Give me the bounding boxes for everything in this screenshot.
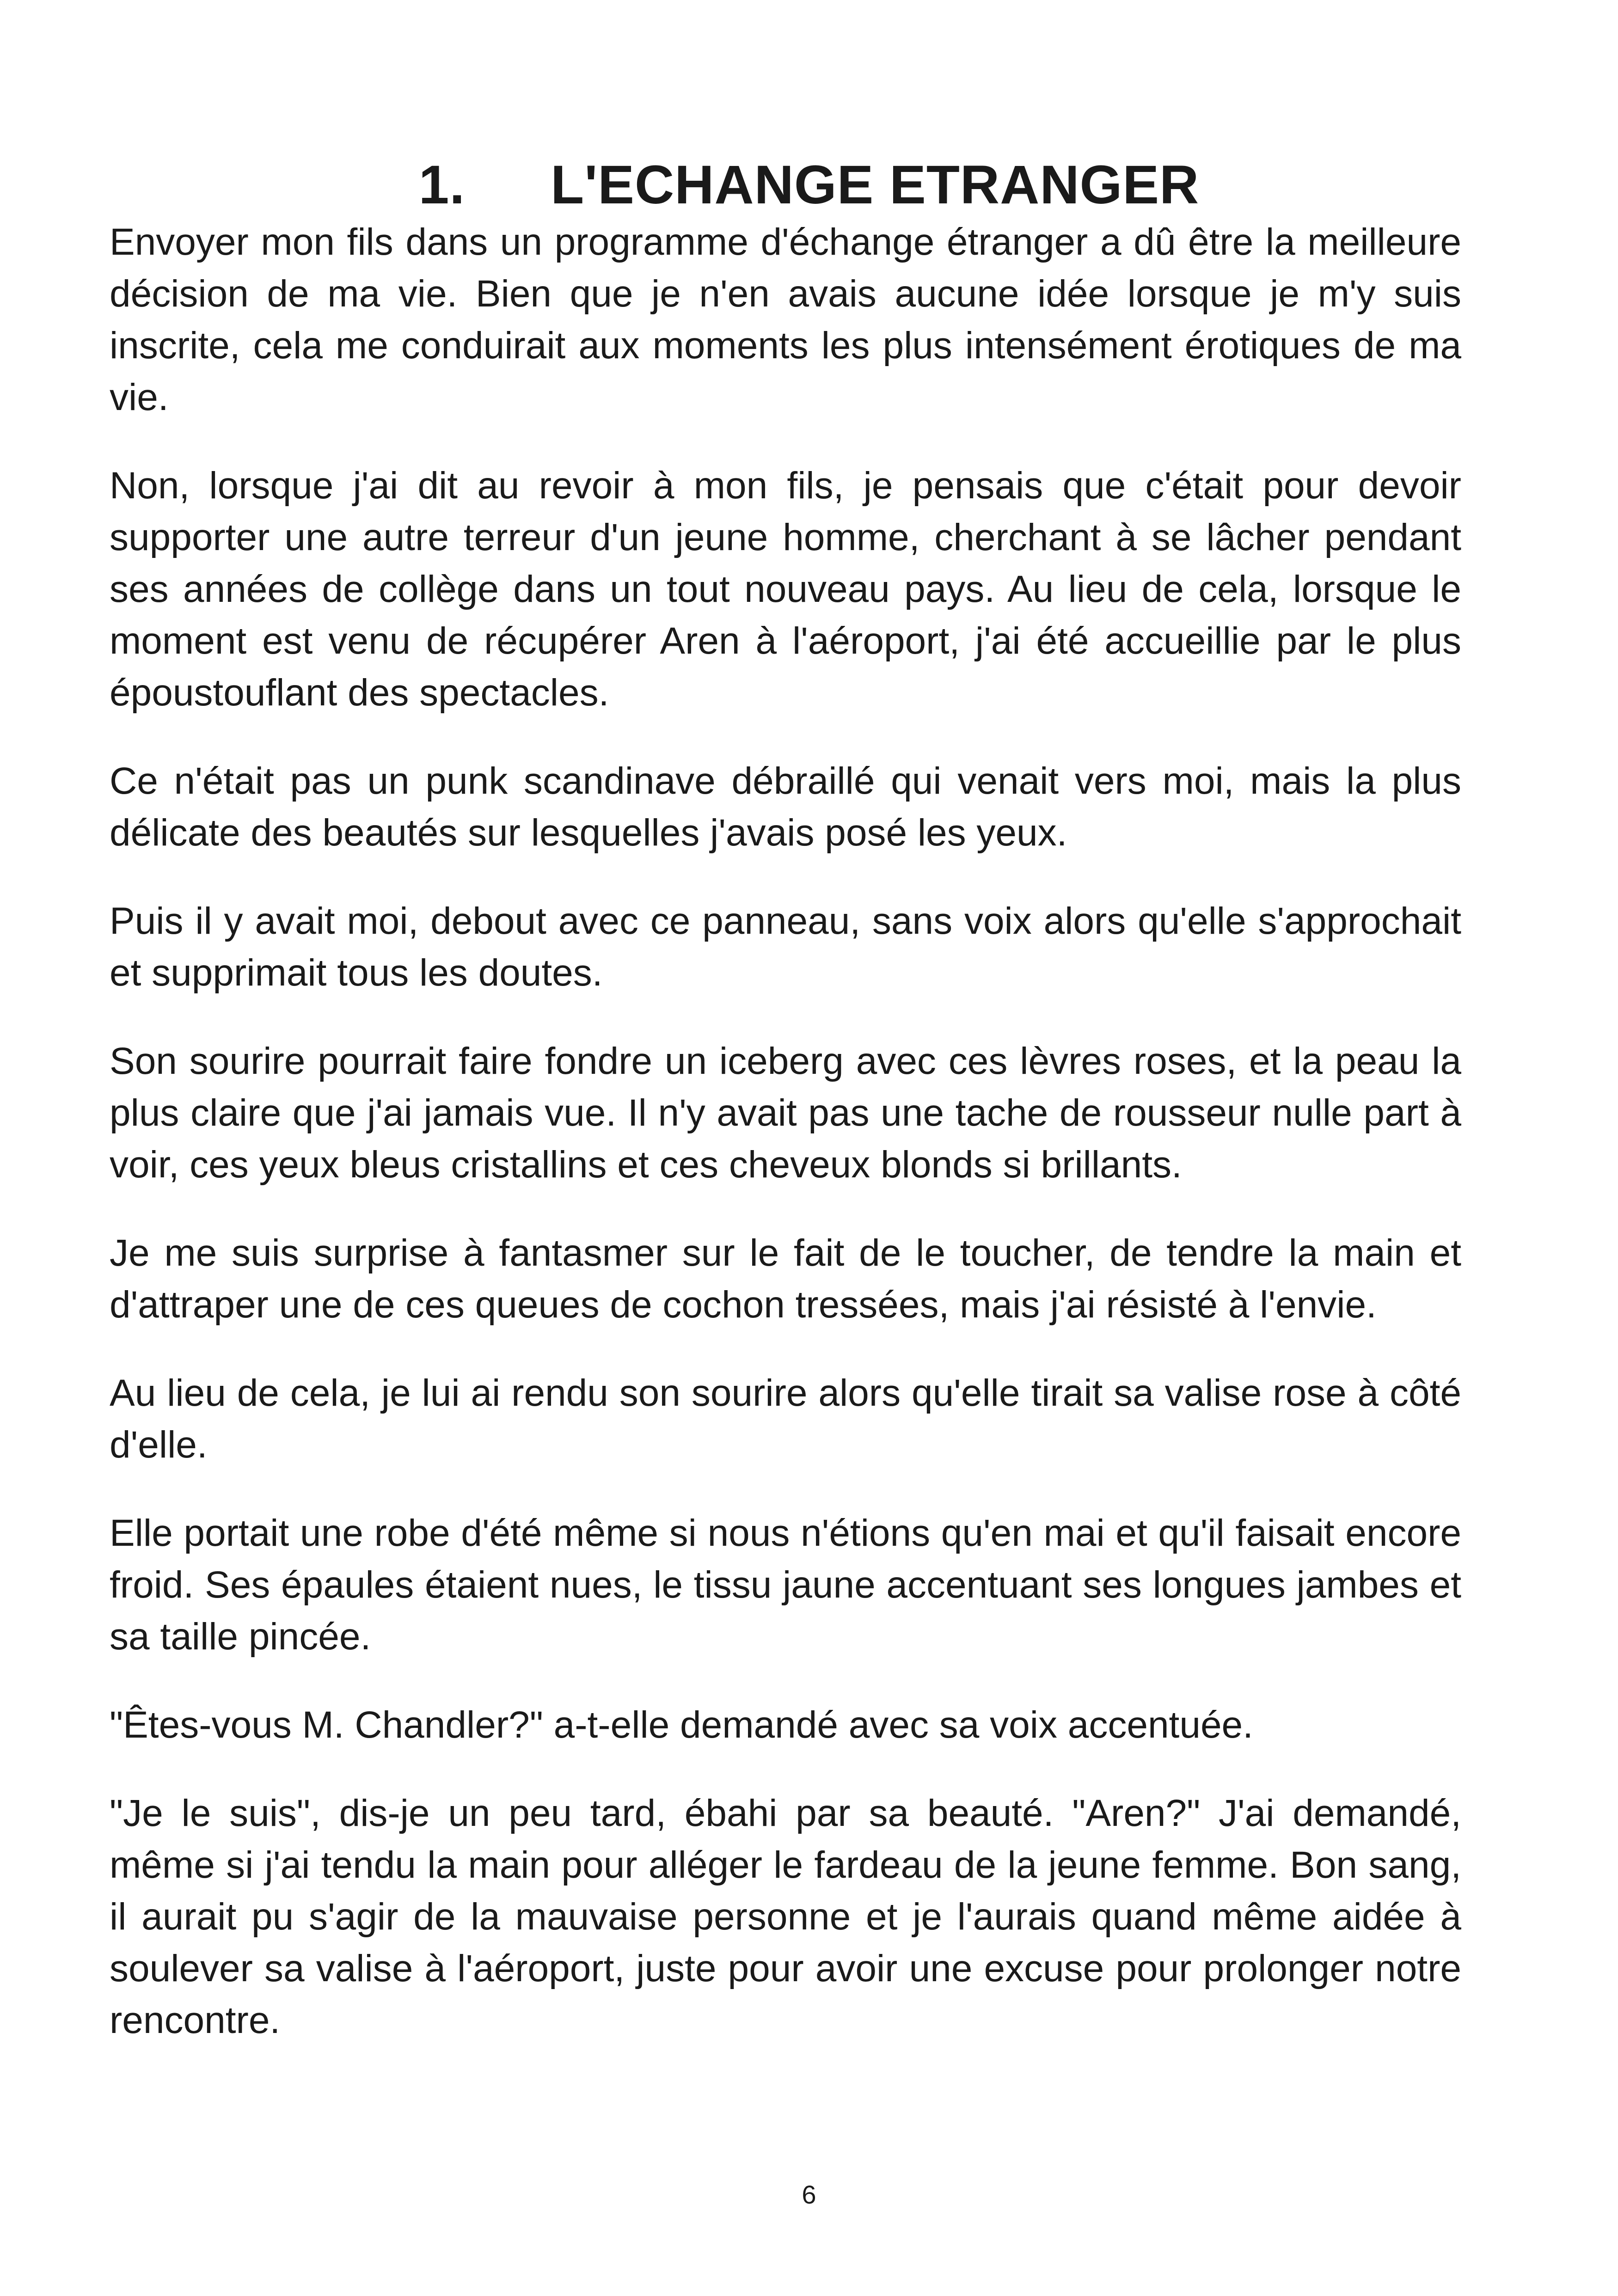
paragraph: Son sourire pourrait faire fondre un iceberg avec ces lèvres roses, et la peau la plus claire que j'ai jamais vue. Il n'y avait pas une tache de rousseur nulle part à voir, ces yeux bleus cristallins et ces cheveux blonds si brillants. (110, 1040, 1461, 1186)
paragraph: Envoyer mon fils dans un programme d'échange étranger a dû être la meilleure décision de ma vie. Bien que je n'en avais aucune idée lorsque je m'y suis inscrite, cela me conduirait aux moments les plus intensément érotiques de ma vie. (110, 221, 1461, 418)
paragraph: "Je le suis", dis-je un peu tard, ébahi par sa beauté. "Aren?" J'ai demandé, même si j'ai tendu la main pour alléger le fardeau de la jeune femme. Bon sang, il aurait pu s'agir de la mauvaise personne et je l'aurais quand même aidée à soulever sa valise à l'aéroport, juste pour avoir une excuse pour prolonger notre rencontre. (110, 1792, 1461, 2041)
paragraph: Ce n'était pas un punk scandinave débraillé qui venait vers moi, mais la plus délicate des beautés sur lesquelles j'avais posé les yeux. (110, 760, 1461, 854)
paragraph: Non, lorsque j'ai dit au revoir à mon fils, je pensais que c'était pour devoir supporter une autre terreur d'un jeune homme, cherchant à se lâcher pendant ses années de collège dans un tout nouveau pays. Au lieu de cela, lorsque le moment est venu de récupérer Aren à l'aéroport, j'ai été accueillie par le plus époustouflant des spectacles. (110, 465, 1461, 714)
page-number: 6 (802, 2180, 816, 2209)
chapter-heading (0, 154, 1618, 216)
paragraph: Je me suis surprise à fantasmer sur le fait de le toucher, de tendre la main et d'attraper une de ces queues de cochon tressées, mais j'ai résisté à l'envie. (110, 1232, 1461, 1326)
paragraph: Elle portait une robe d'été même si nous n'étions qu'en mai et qu'il faisait encore froid. Ses épaules étaient nues, le tissu jaune accentuant ses longues jambes et sa taille pincée. (110, 1512, 1461, 1658)
paragraph: "Êtes-vous M. Chandler?" a-t-elle demandé avec sa voix accentuée. (110, 1704, 1253, 1746)
body-text (110, 216, 1461, 2083)
chapter-number: 1. (418, 154, 466, 216)
chapter-title: L'ECHANGE ETRANGER (551, 154, 1200, 216)
paragraph: Au lieu de cela, je lui ai rendu son sourire alors qu'elle tirait sa valise rose à côté d'elle. (110, 1372, 1461, 1466)
paragraph: Puis il y avait moi, debout avec ce panneau, sans voix alors qu'elle s'approchait et supprimait tous les doutes. (110, 900, 1461, 994)
